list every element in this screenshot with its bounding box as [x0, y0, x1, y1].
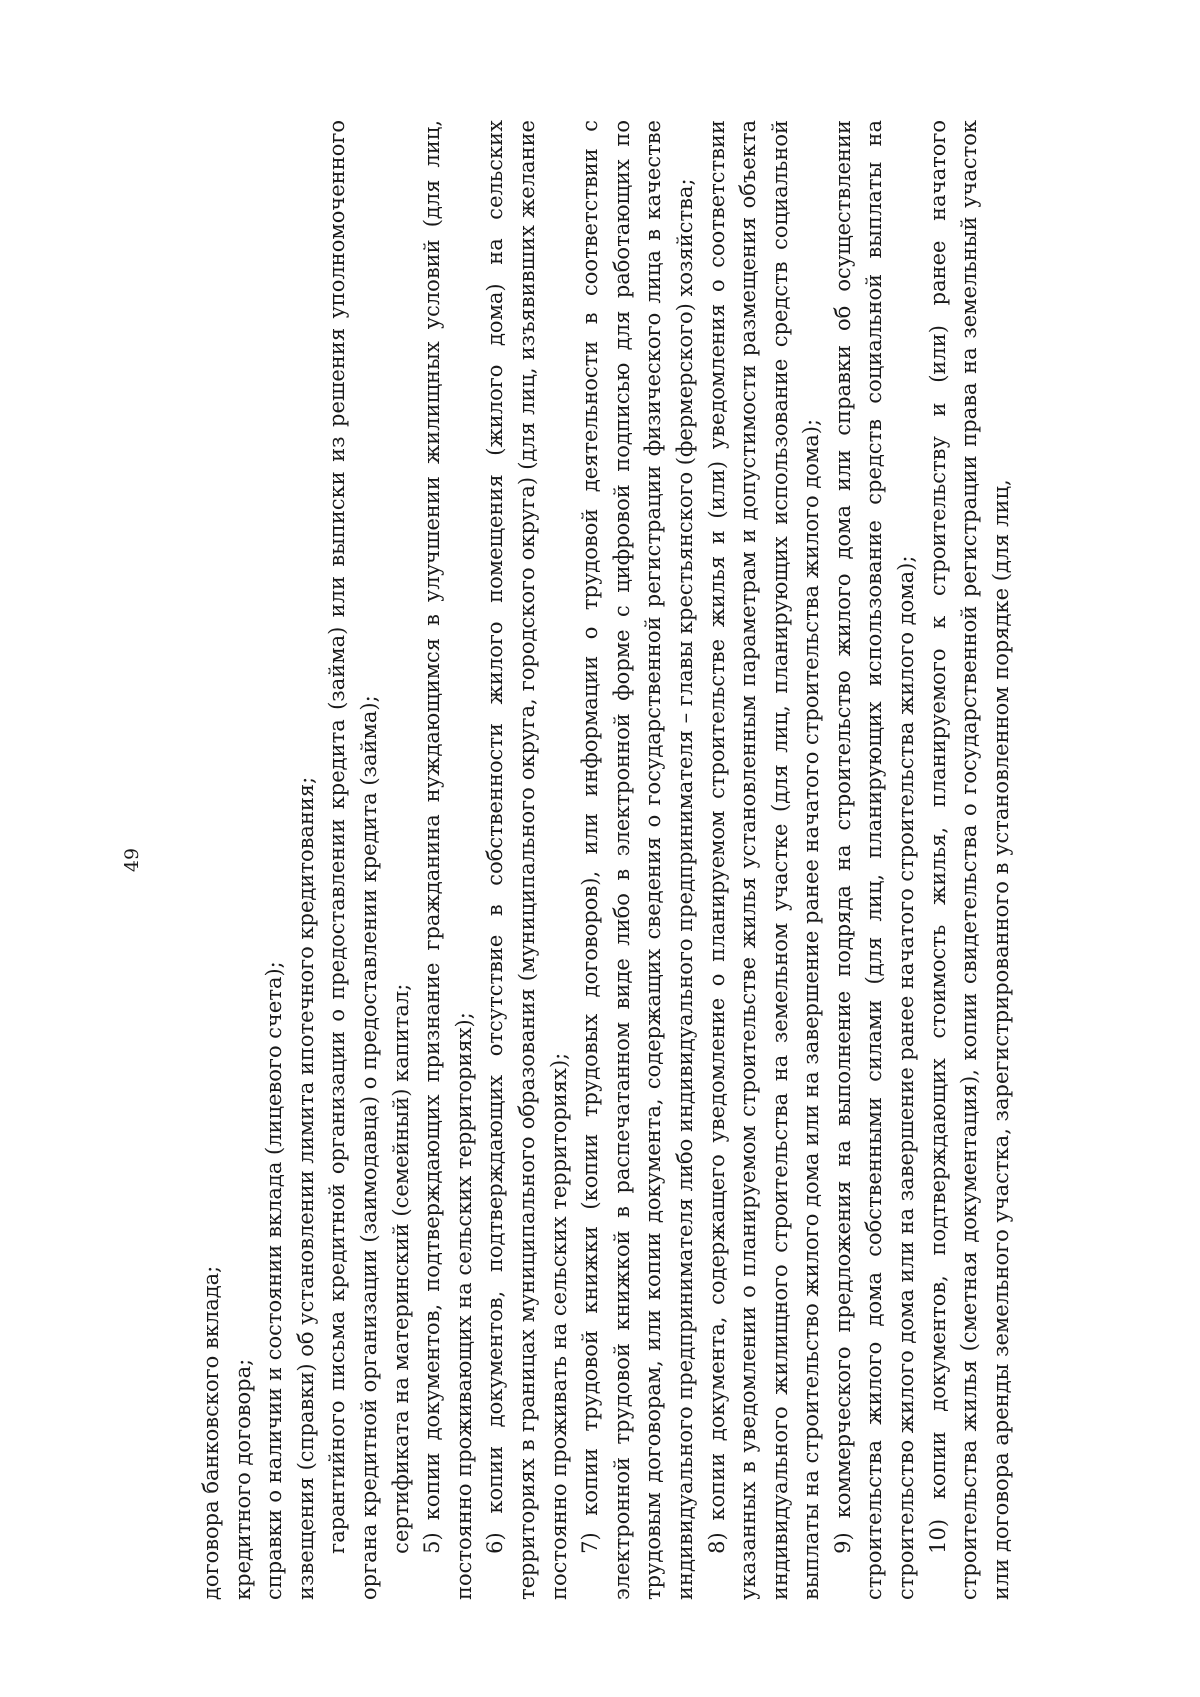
paragraph: сертификата на материнский (семейный) капитал;	[388, 983, 413, 1554]
paragraph: 5) копии документов, подтверждающих признание гражданина нуждающимся в улучшении жилищных условий (для лиц, постоянно проживающих на сельских территориях);	[420, 120, 476, 1600]
document-body	[196, 120, 1017, 1600]
paragraph: 7) копии трудовой книжки (копии трудовых договоров), или информации о трудовой деятельности в соответствии с электронной трудовой книжкой в распечатанном виде либо в электронной форме с цифровой подписью для работающих по трудовым договорам, или копии документа, содержащих сведения о государственной регистрации физического лица в качестве индивидуального предпринимателя либо индивидуального предпринимателя – главы крестьянского (фермерского) хозяйства;	[578, 120, 697, 1600]
paragraph: 6) копии документов, подтверждающих отсутствие в собственности жилого помещения (жилого дома) на сельских территориях в границах муниципального образования (муниципального округа, городского округа) (для лиц, изъявивших желание постоянно проживать на сельских территориях);	[483, 120, 571, 1600]
paragraph: 8) копии документа, содержащего уведомление о планируемом строительстве жилья и (или) уведомления о соответствии указанных в уведомлении о планируемом строительстве жилья установленным параметрам и допустимости размещения объекта индивидуального жилищного строительства на земельном участке (для лиц, планирующих использование средств социальной выплаты на строительство жилого дома или на завершение ранее начатого строительства жилого дома);	[704, 120, 824, 1600]
paragraph: 10) копии документов, подтверждающих стоимость жилья, планируемого к строительству и (или) ранее начатого строительства жилья (сметная документация), копии свидетельства о государственной регистрации права на земельный участок или договора аренды земельного участка, зарегистрированного в установленном порядке (для лиц,	[925, 120, 1013, 1600]
paragraph: гарантийного письма кредитной организации о предоставлении кредита (займа) или выписки из решения уполномоченного органа кредитной организации (заимодавца) о предоставлении кредита (займа);	[325, 120, 381, 1600]
page-number: 49	[121, 847, 143, 873]
paragraph: кредитного договора;	[230, 1358, 255, 1600]
paragraph: справки о наличии и состоянии вклада (лицевого счета);	[262, 961, 287, 1600]
paragraph: 9) коммерческого предложения на выполнение подряда на строительство жилого дома или справки об осуществлении строительства жилого дома собственными силами (для лиц, планирующих использование средств социальной выплаты на строительство жилого дома или на завершение ранее начатого строительства жилого дома);	[830, 120, 919, 1600]
rotated-text-block	[120, 120, 1080, 1600]
paragraph: извещения (справки) об установлении лимита ипотечного кредитования;	[293, 776, 318, 1600]
paragraph: договора банковского вклада;	[199, 1265, 223, 1600]
